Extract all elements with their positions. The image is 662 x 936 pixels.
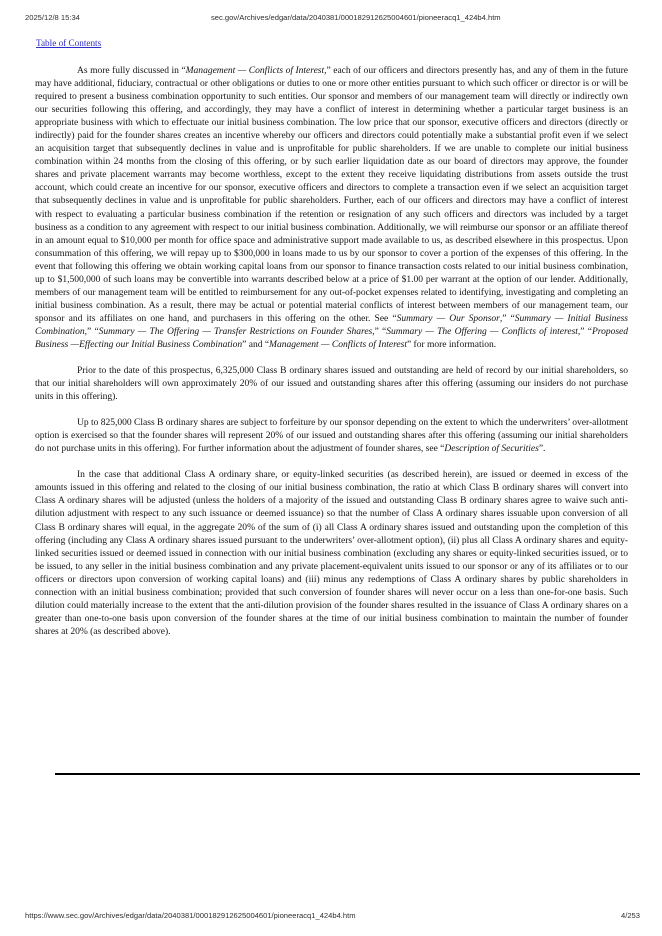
text-run: ”. — [538, 443, 546, 455]
paragraph-forfeiture — [35, 416, 628, 455]
print-header-url: sec.gov/Archives/edgar/data/2040381/000182912625004601/pioneeracq1_424b4.htm — [211, 13, 501, 22]
print-header-date: 2025/12/8 15:34 — [25, 13, 80, 22]
document-content — [35, 64, 628, 651]
print-footer-url: https://www.sec.gov/Archives/edgar/data/2040381/000182912625004601/pioneeracq1_424b4.htm — [25, 911, 356, 920]
text-run: ,” “ — [372, 325, 387, 337]
print-footer — [0, 911, 662, 923]
italic-reference: Summary — The Offering — Transfer Restrictions on Founder Shares — [98, 325, 373, 337]
italic-reference: Summary — Initial Business Combination — [35, 312, 628, 337]
text-run: ,” “ — [84, 325, 99, 337]
text-run: ,” “ — [499, 312, 515, 324]
text-run: ” for more information. — [406, 338, 497, 350]
italic-reference: Summary — The Offering — Conflicts of interest — [386, 325, 578, 337]
paragraph-founder-shares-ownership: Prior to the date of this prospectus, 6,325,000 Class B ordinary shares issued and outstanding are held of record by our initial shareholders, so that our initial shareholders will own approximately 20% of our issued and outstanding shares after this offering (assuming our insiders do not purchase units in this offering). — [35, 365, 628, 403]
italic-reference: Proposed Business —Effecting our Initial Business Combination — [35, 325, 629, 350]
italic-reference: Description of Securities — [444, 443, 539, 455]
text-run: ,” each of our officers and directors presently has, and any of them in the future may have additional, fiduciary, contractual or other obligations or duties to one or more other entities pursuant to which such officer or director is or will be required to present a business combination opportunity to such entities. Our sponsor and members of our management team will directly or indirectly own our securities following this offering, and accordingly, they may have a conflict of interest in determining whether a particular target business is an appropriate business with which to effectuate our initial business combination. The low price that our sponsor, executive officers and directors (directly or indirectly) paid for the founder shares creates an incentive whereby our officers and directors could potentially make a substantial profit even if we select an acquisition target that subsequently declines in value and is unprofitable for public shareholders. If we are unable to complete our initial business combination within 24 months from the closing of this offering, or by such earlier liquidation date as our board of directors may approve, the founder shares and private placement warrants may become worthless, except to the extent they receive liquidating distributions from assets outside the trust account, which could create an incentive for our sponsor, executive officers and directors to complete a transaction even if we select an acquisition target that subsequently declines in value and is unprofitable for public shareholders. Further, each of our officers and directors may have a conflict of interest with respect to evaluating a particular business combination if the retention or resignation of any such officers and directors was included by a target business as a condition to any agreement with respect to our initial business combination. Additionally, we will reimburse our sponsor or an affiliate thereof in an amount equal to $10,000 per month for office space and administrative support made available to us, as described elsewhere in this prospectus. Upon consummation of this offering, we will repay up to $300,000 in loans made to us by our sponsor to cover a portion of the expenses of this offering. In the event that following this offering we obtain working capital loans from our sponsor to finance transaction costs related to our initial business combination, up to $1,500,000 of such loans may be convertible into warrants described below at a price of $1.00 per warrant at the option of our lender. Additionally, members of our management team will be entitled to reimbursement for any out-of-pocket expenses related to identifying, investigating and completing an initial business combination. As a result, there may be actual or potential material conflicts of interest between members of our management team, our sponsor and its affiliates on one hand, and purchasers in this offering on the other. See “ — [35, 65, 629, 324]
text-run: As more fully discussed in “ — [77, 65, 186, 76]
text-run: ,” “ — [577, 325, 592, 337]
italic-reference: Management — Conflicts of Interest — [269, 338, 407, 350]
page-divider-rule — [55, 773, 640, 775]
text-run: ” and “ — [242, 338, 270, 350]
table-of-contents-link[interactable]: Table of Contents — [36, 38, 102, 48]
italic-reference: Management — Conflicts of Interest — [185, 65, 325, 76]
text-run: Up to 825,000 Class B ordinary shares are subject to forfeiture by our sponsor depending on the extent to which the underwriters’ over-allotment option is exercised so that the founder shares will represent 20% of our issued and outstanding shares after this offering (assuming our initial shareholders do not purchase units in this offering). For further information about the adjustment of founder shares, see “ — [35, 417, 628, 455]
paragraph-conflicts-of-interest — [35, 64, 628, 351]
print-header — [0, 13, 662, 25]
print-footer-page-number: 4/253 — [620, 911, 640, 920]
paragraph-anti-dilution: In the case that additional Class A ordinary share, or equity-linked securities (as described herein), are issued or deemed in excess of the amounts issued in this offering and related to the closing of our initial business combination, the ratio at which Class B ordinary shares will convert into Class A ordinary shares will be adjusted (unless the holders of a majority of the issued and outstanding Class B ordinary shares agree to waive such anti-dilution adjustment with respect to any such issuance or deemed issuance) so that the number of Class A ordinary shares issuable upon conversion of all Class B ordinary shares will equal, in the aggregate 20% of the sum of (i) all Class A ordinary shares issued and outstanding upon the completion of this offering (including any Class A ordinary shares issued pursuant to the underwriters’ over-allotment option), (ii) plus all Class A ordinary shares and equity-linked securities issued or deemed issued in connection with our initial business combination (excluding any shares or equity-linked securities issued, or to be issued, to any seller in the initial business combination and any private placement-equivalent units issued to our sponsor or any of its affiliates or to our officers or directors upon conversion of working capital loans) and (iii) minus any redemptions of Class A ordinary shares by public shareholders in connection with an initial business combination; provided that such conversion of founder shares will never occur on a less than one-for-one basis. Such dilution could materially increase to the extent that the anti-dilution provision of the founder shares resulted in the issuance of Class A ordinary shares on a greater than one-to-one basis upon conversion of the founder shares at the time of our initial business combination to maintain the number of founder shares at 20% (as described above). — [35, 469, 628, 637]
italic-reference: Summary — Our Sponsor — [396, 312, 500, 324]
